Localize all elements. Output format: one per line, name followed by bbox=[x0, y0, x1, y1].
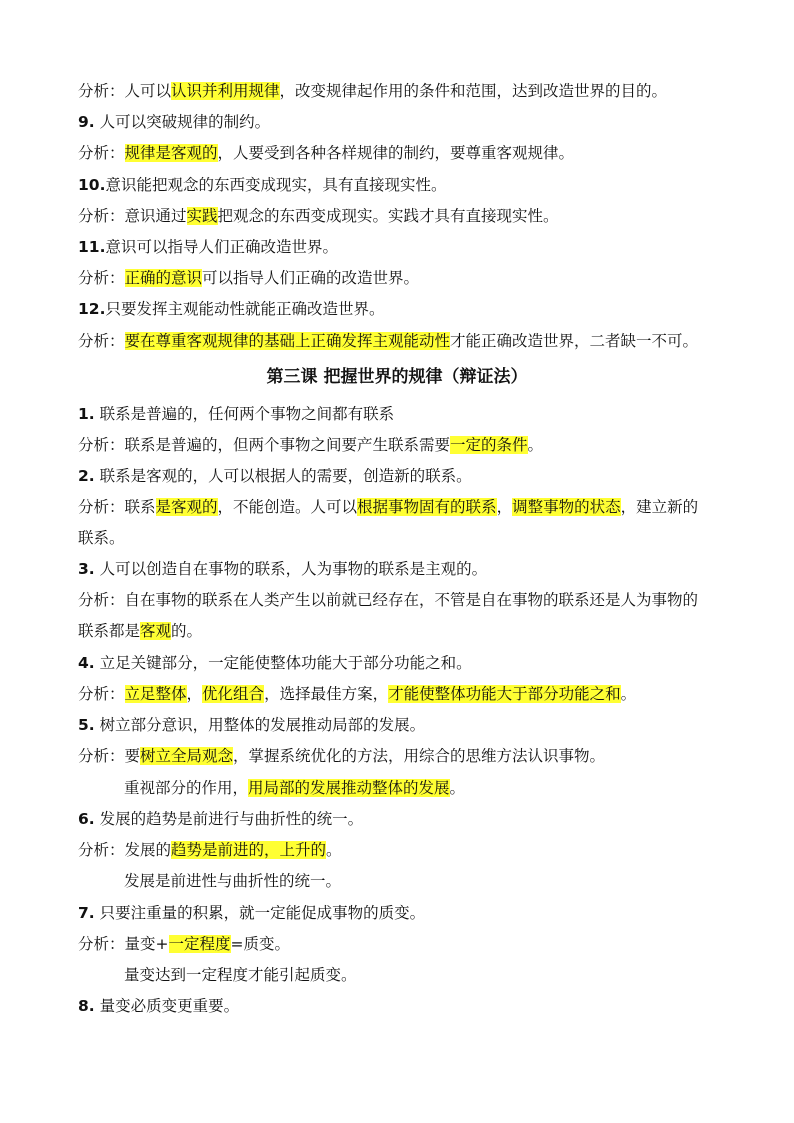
analysis-text: ，建立新的 bbox=[620, 498, 699, 516]
question-number: 4. bbox=[78, 654, 95, 672]
question-2 bbox=[78, 465, 472, 487]
highlighted-phrase: 根据事物固有的联系 bbox=[357, 498, 497, 516]
highlighted-phrase: 客观 bbox=[140, 622, 172, 640]
question-text: 只要发挥主观能动性就能正确改造世界。 bbox=[105, 300, 385, 318]
analysis-text: 分析：发展的 bbox=[78, 841, 172, 859]
analysis-text: 发展是前进性与曲折性的统一。 bbox=[124, 872, 342, 890]
question-text: 人可以创造自在事物的联系，人为事物的联系是主观的。 bbox=[94, 560, 488, 578]
question-11 bbox=[78, 236, 338, 258]
analysis-text: 的。 bbox=[171, 622, 203, 640]
question-6 bbox=[78, 808, 363, 830]
analysis-text: 分析： bbox=[78, 269, 125, 287]
highlighted-phrase: 规律是客观的 bbox=[124, 144, 218, 162]
analysis-text: 分析： bbox=[78, 685, 125, 703]
highlighted-phrase: 一定的条件 bbox=[450, 436, 528, 454]
analysis-text: ，人要受到各种各样规律的制约，要尊重客观规律。 bbox=[217, 144, 575, 162]
highlighted-phrase: 正确的意识 bbox=[124, 269, 203, 287]
analysis-text: 把观念的东西变成现实。实践才具有直接现实性。 bbox=[217, 207, 559, 225]
question-text: 联系是普遍的，任何两个事物之间都有联系 bbox=[94, 405, 395, 423]
question-number: 5. bbox=[78, 716, 95, 734]
analysis-line bbox=[78, 589, 698, 611]
analysis-text: 分析：意识通过 bbox=[78, 207, 187, 225]
question-text: 人可以突破规律的制约。 bbox=[94, 113, 271, 131]
question-number: 7. bbox=[78, 904, 95, 922]
analysis-line bbox=[78, 839, 342, 861]
analysis-text: 分析：人可以 bbox=[78, 82, 172, 100]
analysis-text: 量变达到一定程度才能引起质变。 bbox=[124, 966, 357, 984]
question-7 bbox=[78, 902, 425, 924]
analysis-line bbox=[78, 205, 559, 227]
question-4 bbox=[78, 652, 472, 674]
question-text: 意识可以指导人们正确改造世界。 bbox=[105, 238, 338, 256]
analysis-text: 。 bbox=[449, 779, 466, 797]
question-number: 10. bbox=[78, 176, 106, 194]
question-text: 立足关键部分，一定能使整体功能大于部分功能之和。 bbox=[94, 654, 472, 672]
highlighted-phrase: 调整事物的状态 bbox=[512, 498, 621, 516]
analysis-line-indented bbox=[124, 870, 341, 892]
question-5 bbox=[78, 714, 425, 736]
question-1 bbox=[78, 403, 394, 425]
analysis-line bbox=[78, 933, 290, 955]
analysis-text: 分析：自在事物的联系在人类产生以前就已经存在，不管是自在事物的联系还是人为事物的 bbox=[78, 591, 699, 609]
highlighted-phrase: 才能使整体功能大于部分功能之和 bbox=[388, 685, 621, 703]
highlighted-phrase: 优化组合 bbox=[202, 685, 265, 703]
analysis-line bbox=[78, 496, 698, 518]
question-12 bbox=[78, 298, 384, 320]
analysis-line-indented bbox=[124, 777, 465, 799]
analysis-text: ， bbox=[496, 498, 513, 516]
analysis-text: 分析： bbox=[78, 144, 125, 162]
question-10 bbox=[78, 174, 446, 196]
question-number: 9. bbox=[78, 113, 95, 131]
analysis-line bbox=[78, 330, 698, 352]
analysis-text: 可以指导人们正确的改造世界。 bbox=[202, 269, 420, 287]
highlighted-phrase: 立足整体 bbox=[124, 685, 187, 703]
question-text: 意识能把观念的东西变成现实，具有直接现实性。 bbox=[105, 176, 447, 194]
analysis-text: 才能正确改造世界，二者缺一不可。 bbox=[450, 332, 699, 350]
analysis-text: 联系都是 bbox=[78, 622, 141, 640]
analysis-text: 。 bbox=[620, 685, 637, 703]
analysis-line bbox=[78, 80, 667, 102]
highlighted-phrase: 树立全局观念 bbox=[140, 747, 234, 765]
question-number: 6. bbox=[78, 810, 95, 828]
highlighted-phrase: 用局部的发展推动整体的发展 bbox=[248, 779, 450, 797]
analysis-text: ，不能创造。人可以 bbox=[217, 498, 358, 516]
question-number: 1. bbox=[78, 405, 95, 423]
analysis-text: ，改变规律起作用的条件和范围，达到改造世界的目的。 bbox=[279, 82, 668, 100]
highlighted-phrase: 是客观的 bbox=[155, 498, 218, 516]
highlighted-phrase: 认识并利用规律 bbox=[171, 82, 280, 100]
question-text: 发展的趋势是前进行与曲折性的统一。 bbox=[94, 810, 364, 828]
analysis-text: 分析： bbox=[78, 332, 125, 350]
question-3 bbox=[78, 558, 487, 580]
question-number: 12. bbox=[78, 300, 106, 318]
analysis-text: 分析：要 bbox=[78, 747, 141, 765]
question-9 bbox=[78, 111, 270, 133]
question-number: 3. bbox=[78, 560, 95, 578]
question-text: 联系是客观的，人可以根据人的需要，创造新的联系。 bbox=[94, 467, 472, 485]
question-number: 8. bbox=[78, 997, 95, 1015]
question-text: 树立部分意识，用整体的发展推动局部的发展。 bbox=[94, 716, 426, 734]
highlighted-phrase: 趋势是前进的，上升的 bbox=[171, 841, 327, 859]
analysis-text: 。 bbox=[527, 436, 544, 454]
analysis-text: ， bbox=[186, 685, 203, 703]
question-text: 只要注重量的积累，就一定能促成事物的质变。 bbox=[94, 904, 426, 922]
analysis-line bbox=[78, 434, 543, 456]
analysis-text: ，掌握系统优化的方法，用综合的思维方法认识事物。 bbox=[233, 747, 606, 765]
analysis-line-indented bbox=[124, 964, 357, 986]
question-number: 2. bbox=[78, 467, 95, 485]
analysis-line-continued bbox=[78, 527, 125, 549]
analysis-text: 联系。 bbox=[78, 529, 125, 547]
highlighted-phrase: 要在尊重客观规律的基础上正确发挥主观能动性 bbox=[124, 332, 451, 350]
highlighted-phrase: 一定程度 bbox=[168, 935, 231, 953]
highlighted-phrase: 实践 bbox=[186, 207, 218, 225]
analysis-line bbox=[78, 745, 605, 767]
analysis-text: 分析：量变+ bbox=[78, 935, 169, 953]
analysis-text: 分析：联系 bbox=[78, 498, 156, 516]
analysis-text: 。 bbox=[326, 841, 342, 859]
analysis-line-continued bbox=[78, 620, 202, 642]
analysis-line bbox=[78, 142, 574, 164]
analysis-line bbox=[78, 267, 419, 289]
question-8 bbox=[78, 995, 239, 1017]
analysis-line bbox=[78, 683, 636, 705]
lesson-heading: 第三课 把握世界的规律（辩证法） bbox=[266, 367, 528, 387]
analysis-text: 分析：联系是普遍的，但两个事物之间要产生联系需要 bbox=[78, 436, 451, 454]
question-text: 量变必质变更重要。 bbox=[94, 997, 240, 1015]
analysis-text: 重视部分的作用， bbox=[124, 779, 249, 797]
analysis-text: =质变。 bbox=[230, 935, 291, 953]
analysis-text: ，选择最佳方案， bbox=[264, 685, 389, 703]
question-number: 11. bbox=[78, 238, 106, 256]
